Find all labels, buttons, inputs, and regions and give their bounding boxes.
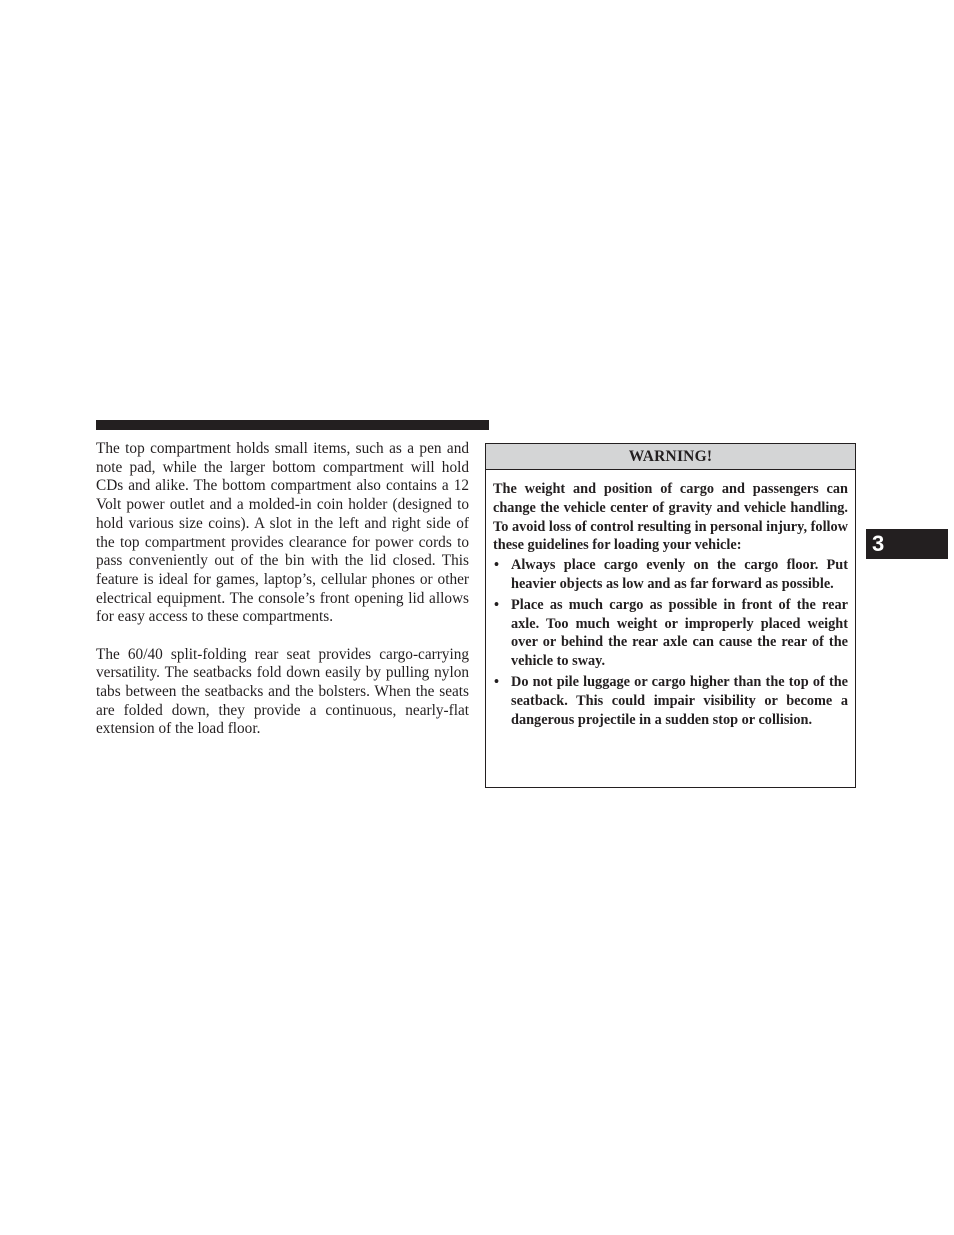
split-folding-seat-paragraph: The 60/40 split-folding rear seat provides cargo-carrying versatility. The seatbacks fold down easily by pulling nylon tabs between the seatbacks and the bolsters. When the seats are folded down, they provide a continuous, nearly-flat extension of the load floor. — [96, 645, 469, 738]
bullet-icon: • — [494, 673, 500, 690]
warning-box — [485, 443, 856, 788]
body-text-column — [96, 440, 469, 739]
warning-list-item — [493, 673, 848, 729]
chapter-tab — [866, 529, 948, 559]
console-compartments-paragraph: The top compartment holds small items, such as a pen and note pad, while the larger bottom compartment will hold CDs and alike. The bottom compartment also contains a 12 Volt power outlet and a molded-in coin holder (designed to hold various size coins). A slot in the left and right side of the top compartment provides clearance for power cords to pass conveniently out of the bin with the lid closed. This feature is ideal for games, laptop’s, cellular phones or other electrical equipment. The console’s front opening lid allows for easy access to these compartments. — [96, 440, 469, 626]
warning-item-text: Always place cargo evenly on the cargo floor. Put heavier objects as low and as far forward as possible. — [511, 557, 848, 592]
warning-list-item — [493, 556, 848, 594]
warning-intro: The weight and position of cargo and passengers can change the vehicle center of gravity and vehicle handling. To avoid loss of control resulting in personal injury, follow these guidelines for loading your vehicle: — [493, 481, 848, 554]
warning-title: WARNING! — [486, 444, 855, 470]
bullet-icon: • — [494, 557, 500, 574]
chapter-number: 3 — [872, 531, 885, 556]
warning-item-text: Place as much cargo as possible in front of the rear axle. Too much weight or improperly placed weight over or behind the rear axle can cause the rear of the vehicle to sway. — [511, 596, 848, 670]
warning-list-item — [493, 596, 848, 671]
warning-list — [493, 556, 848, 729]
section-divider-bar — [96, 420, 489, 430]
warning-item-text: Do not pile luggage or cargo higher than the top of the seatback. This could impair visibility or become a dangerous projectile in a sudden stop or collision. — [511, 673, 848, 728]
bullet-icon: • — [494, 596, 500, 613]
warning-body — [486, 470, 855, 729]
